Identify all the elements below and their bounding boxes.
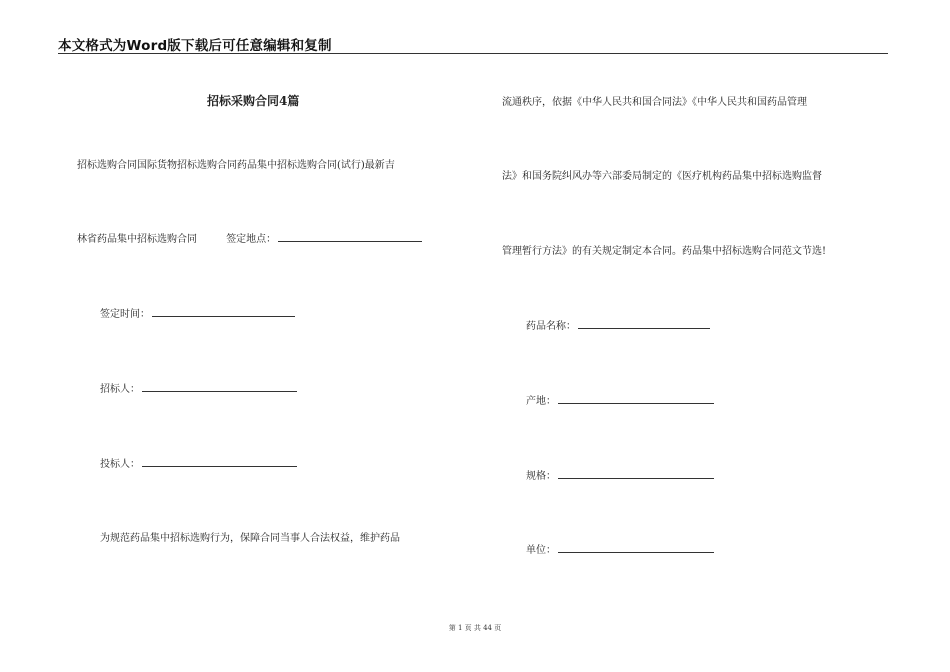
body-line: 招标选购合同国际货物招标选购合同药品集中招标选购合同(试行)最新吉 xyxy=(77,160,395,171)
origin-label: 产地： xyxy=(526,396,556,407)
drug-name-label: 药品名称： xyxy=(526,321,576,332)
drug-name-field xyxy=(526,317,710,332)
body-line: 为规范药品集中招标选购行为，保障合同当事人合法权益，维护药品 xyxy=(100,533,400,544)
body-line: 法》和国务院纠风办等六部委局制定的《医疗机构药品集中招标选购监督 xyxy=(502,171,822,182)
body-line-text: 林省药品集中招标选购合同 xyxy=(77,234,197,245)
tenderer-label: 招标人： xyxy=(100,384,140,395)
origin-field xyxy=(526,392,714,407)
unit-field xyxy=(526,541,714,556)
drug-name-blank xyxy=(578,319,710,329)
body-line: 流通秩序，依据《中华人民共和国合同法》《中华人民共和国药品管理 xyxy=(502,97,807,108)
spec-label: 规格： xyxy=(526,471,556,482)
sign-place-blank xyxy=(278,232,422,242)
spec-field xyxy=(526,467,714,482)
sign-place-label: 签定地点： xyxy=(226,234,277,245)
sign-time-field xyxy=(100,305,295,320)
body-line xyxy=(77,230,422,245)
tenderer-blank xyxy=(142,382,297,392)
document-header: 本文格式为Word版下载后可任意编辑和复制 xyxy=(58,38,332,54)
document-title: 招标采购合同4篇 xyxy=(207,94,300,108)
page-footer: 第 1 页 共 44 页 xyxy=(448,624,502,632)
tenderer-field xyxy=(100,380,297,395)
body-line: 管理暂行方法》的有关规定制定本合同。药品集中招标选购合同范文节选! xyxy=(502,246,827,257)
spec-blank xyxy=(558,469,714,479)
sign-time-label: 签定时间： xyxy=(100,309,150,320)
bidder-label: 投标人： xyxy=(100,459,140,470)
origin-blank xyxy=(558,394,714,404)
unit-label: 单位： xyxy=(526,545,556,556)
bidder-blank xyxy=(142,457,297,467)
sign-time-blank xyxy=(152,307,295,317)
header-rule xyxy=(58,53,888,54)
bidder-field xyxy=(100,455,297,470)
unit-blank xyxy=(558,543,714,553)
